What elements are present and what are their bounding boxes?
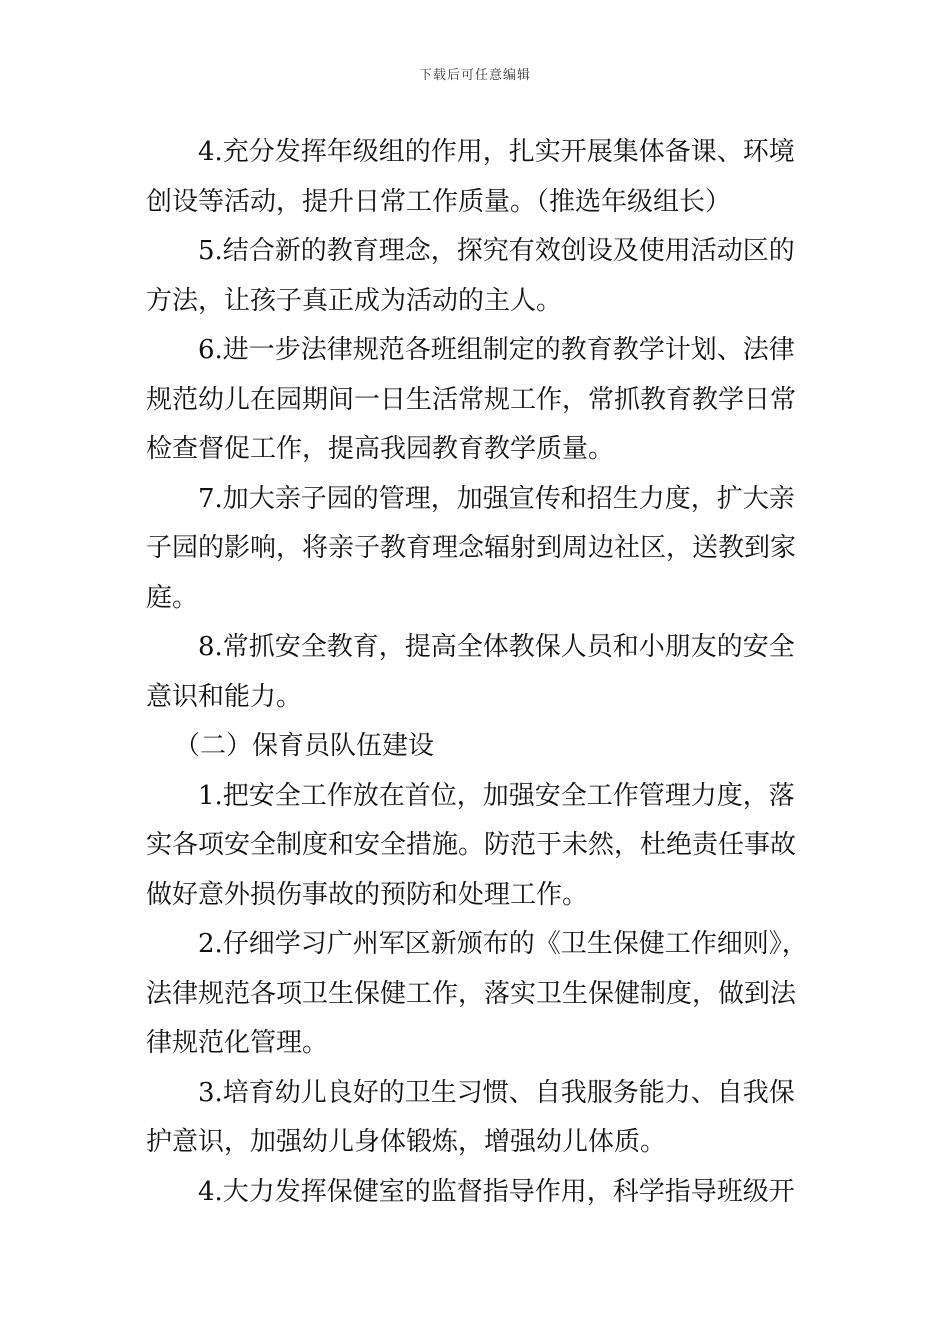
text-line: 规范幼儿在园期间一日生活常规工作，常抓教育教学日常 <box>146 384 797 415</box>
text-line: 5.结合新的教育理念，探究有效创设及使用活动区的 <box>198 236 795 266</box>
text-line: 1.把安全工作放在首位，加强安全工作管理力度，落 <box>198 780 795 811</box>
text-line: 4.大力发挥保健室的监督指导作用，科学指导班级开 <box>198 1176 795 1207</box>
text-line: 子园的影响，将亲子教育理念辐射到周边社区，送教到家 <box>146 533 797 563</box>
document-body <box>146 128 812 1217</box>
text-line: 4.充分发挥年级组的作用，扎实开展集体备课、环境 <box>198 137 795 167</box>
text-line: 创设等活动，提升日常工作质量。（推选年级组长） <box>146 186 732 217</box>
text-line: 6.进一步法律规范各班组制定的教育教学计划、法律 <box>198 335 795 365</box>
text-line: 庭。 <box>146 582 199 613</box>
text-line: 律规范化管理。 <box>146 1028 329 1058</box>
text-line: 实各项安全制度和安全措施。防范于未然，杜绝责任事故 <box>146 830 797 860</box>
text-line: 2.仔细学习广州军区新颁布的《卫生保健工作细则》， <box>198 929 808 959</box>
text-line: 方法，让孩子真正成为活动的主人。 <box>146 285 563 316</box>
text-line: 意识和能力。 <box>146 681 303 712</box>
text-line: 做好意外损伤事故的预防和处理工作。 <box>146 879 589 910</box>
text-line: 7.加大亲子园的管理，加强宣传和招生力度，扩大亲 <box>198 483 795 514</box>
text-line: 法律规范各项卫生保健工作，落实卫生保健制度，做到法 <box>146 978 797 1009</box>
text-line: 8.常抓安全教育，提高全体教保人员和小朋友的安全 <box>198 632 795 662</box>
text-line: 3.培育幼儿良好的卫生习惯、自我服务能力、自我保 <box>198 1077 795 1108</box>
text-line: 检查督促工作，提高我园教育教学质量。 <box>146 434 615 464</box>
section-heading: （二）保育员队伍建设 <box>174 731 435 761</box>
page-header-note: 下载后可任意编辑 <box>418 68 531 83</box>
text-line: 护意识，加强幼儿身体锻炼，增强幼儿体质。 <box>146 1127 667 1157</box>
